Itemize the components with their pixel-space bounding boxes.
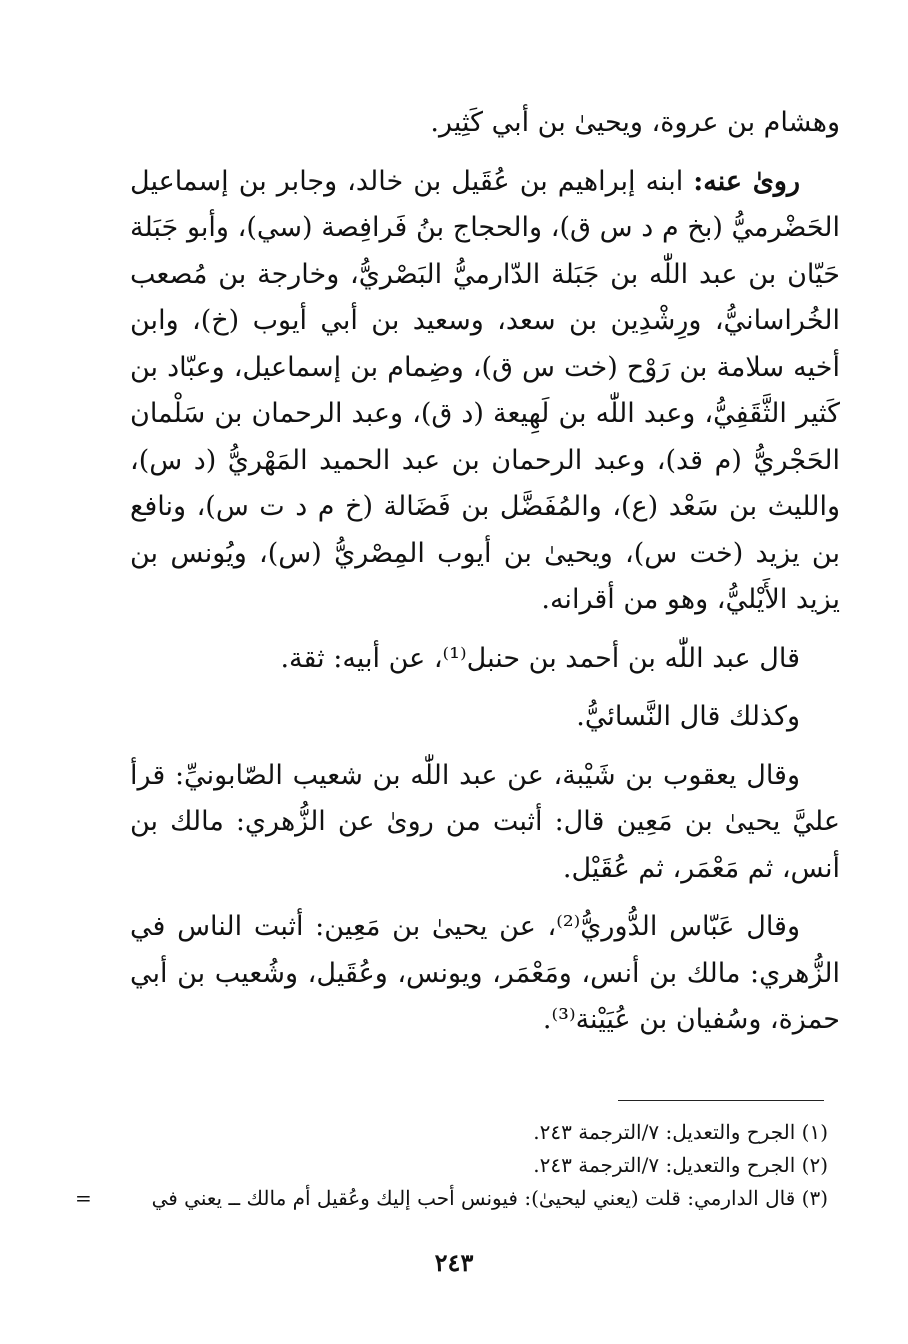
footnotes [75, 1116, 828, 1215]
paragraph-3 [130, 636, 840, 683]
footnote-divider [618, 1100, 824, 1101]
paragraph-2 [130, 159, 840, 624]
paragraph-1 [130, 100, 840, 147]
page-number: ٢٤٣ [434, 1248, 474, 1277]
footnote-1: (١) الجرح والتعديل: ٧/الترجمة ٢٤٣. [533, 1120, 828, 1144]
continuation-mark: = [75, 1186, 92, 1210]
paragraph-4-text: وكذلك قال النَّسائيُّ. [576, 701, 800, 732]
paragraph-4 [130, 694, 840, 741]
paragraph-3-text: قال عبد اللّٰه بن أحمد بن حنبل⁽¹⁾، عن أبيه: ثقة. [280, 642, 800, 674]
paragraph-5-text: وقال يعقوب بن شَيْبة، عن عبد اللّٰه بن شعيب الصّابونيِّ: قرأ عليَّ يحيىٰ بن مَعِين قال: أثبت من روىٰ عن الزُّهري: مالك بن أنس، ثم مَعْمَر، ثم عُقَيْل. [130, 759, 840, 884]
paragraph-6-text: وقال عَبّاس الدُّوريُّ⁽²⁾، عن يحيىٰ بن مَعِين: أثبت الناس في الزُّهري: مالك بن أنس، ومَعْمَر، ويونس، وعُقَيل، وشُعيب بن أبي حمزة، وسُفيان بن عُيَيْنة⁽³⁾. [130, 911, 840, 1035]
paragraph-2-text: ابنه إبراهيم بن عُقَيل بن خالد، وجابر بن إسماعيل الحَضْرميُّ (بخ م د س ق)، والحجاج بنُ فَرافِصة (سي)، وأبو جَبَلة حَيّان بن عبد اللّٰه بن جَبَلة الدّارميُّ البَصْريُّ، وخارجة بن مُصعب الخُراسانيُّ، ورِشْدِين بن سعد، وسعيد بن أبي أيوب (خ)، وابن أخيه سلامة بن رَوْح (خت س ق)، وضِمام بن إسماعيل، وعبّاد بن كَثير الثَّقَفِيُّ، وعبد اللّٰه بن لَهِيعة (د ق)، وعبد الرحمان بن سَلْمان الحَجْريُّ (م قد)، وعبد الرحمان بن عبد الحميد المَهْريُّ (د س)، والليث بن سَعْد (ع)، والمُفَضَّل بن فَضَالة (خ م د ت س)، ونافع بن يزيد (خت س)، ويحيىٰ بن أيوب المِصْريُّ (س)، ويُونس بن يزيد الأَيْليُّ، وهو من أقرانه. [130, 165, 840, 615]
paragraph-5 [130, 753, 840, 893]
main-text [130, 100, 840, 1056]
footnote-3-text: (٣) قال الدارمي: قلت (يعني ليحيىٰ): فيونس أحب إليك وعُقيل أم مالك ــ يعني في [151, 1186, 828, 1210]
footnote-2: (٢) الجرح والتعديل: ٧/الترجمة ٢٤٣. [533, 1153, 828, 1177]
footnote-3 [75, 1182, 828, 1215]
paragraph-6 [130, 904, 840, 1044]
narrators-heading: روىٰ عنه: [693, 165, 800, 197]
paragraph-1-text: وهشام بن عروة، ويحيىٰ بن أبي كَثِير. [430, 107, 840, 138]
